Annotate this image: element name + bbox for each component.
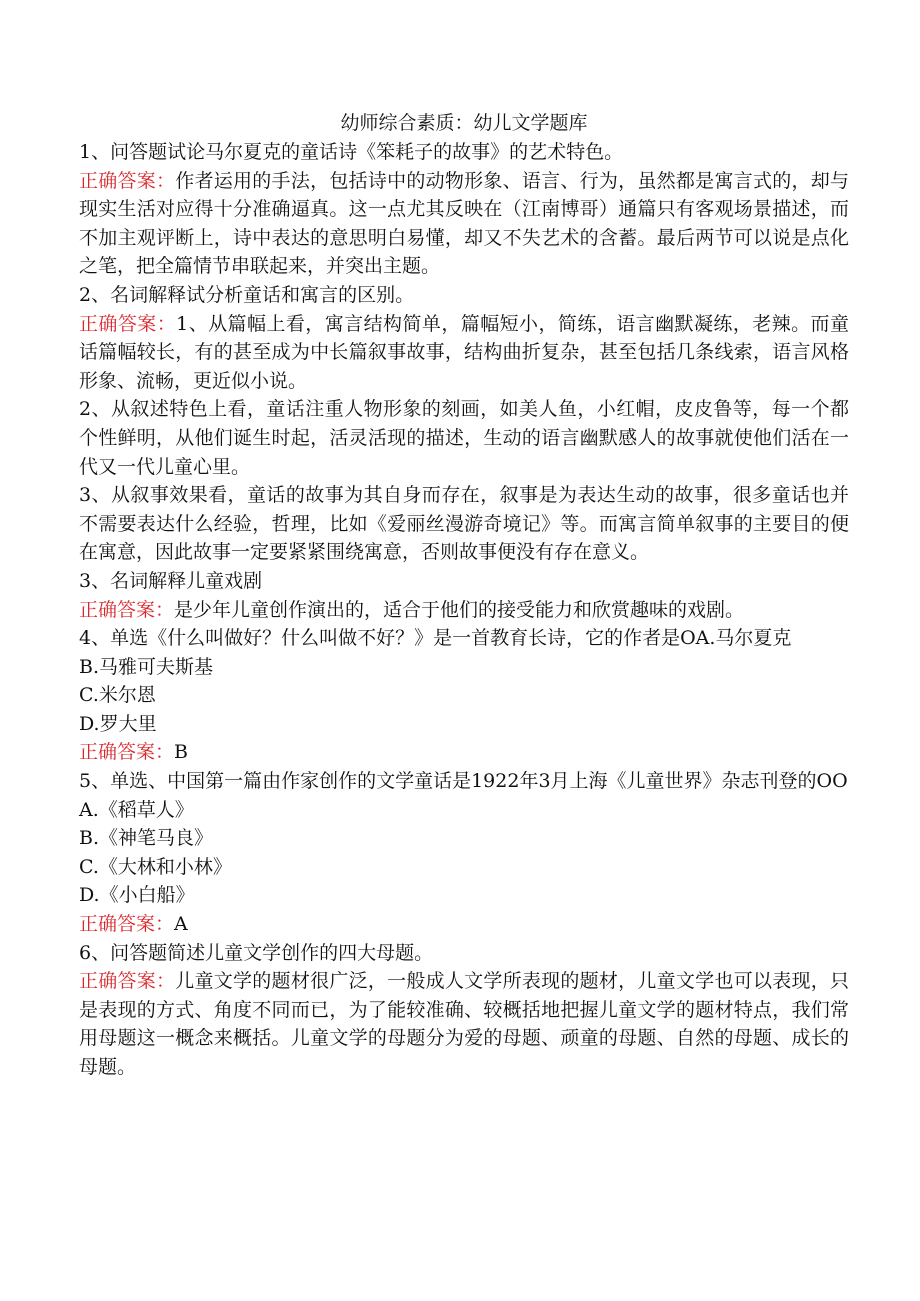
question-4-option-b: B.马雅可夫斯基 — [79, 655, 214, 678]
question-2: 2、名词解释试分析童话和寓言的区别。 — [79, 283, 415, 306]
answer-label: 正确答案： — [79, 598, 175, 621]
question-5-option-c: C.《大林和小林》 — [79, 855, 232, 878]
answer-label: 正确答案： — [79, 741, 175, 764]
answer-2-point-3: 3、从叙事效果看，童话的故事为其自身而存在，叙事是为表达生动的故事，很多童话也并不需要表达什么经验，哲理，比如《爱丽丝漫游奇境记》等。而寓言简单叙事的主要目的便在寓意，因此故事一定要紧紧围绕寓意，否则故事便没有存在意义。 — [79, 484, 849, 564]
question-3: 3、名词解释儿童戏剧 — [79, 569, 263, 592]
document-title: 幼师综合素质：幼儿文学题库 — [340, 112, 588, 134]
answer-3-text: 是少年儿童创作演出的，适合于他们的接受能力和欣赏趣味的戏剧。 — [174, 598, 745, 621]
question-5-option-b: B.《神笔马良》 — [79, 827, 214, 850]
question-5-option-d: D.《小白船》 — [79, 884, 195, 907]
answer-label: 正确答案： — [79, 913, 175, 936]
answer-5-text: A — [174, 913, 188, 936]
answer-5 — [79, 910, 849, 939]
question-5-option-a: A.《稻草人》 — [79, 798, 194, 821]
answer-2 — [79, 310, 849, 396]
answer-label: 正确答案： — [79, 970, 176, 993]
answer-1 — [79, 167, 849, 281]
question-4-option-c: C.米尔恩 — [79, 684, 156, 707]
question-5: 5、单选、中国第一篇由作家创作的文学童话是1922年3月上海《儿童世界》杂志刊登的OO — [79, 770, 848, 793]
answer-2-text: 1、从篇幅上看，寓言结构简单，篇幅短小，简练，语言幽默凝练，老辣。而童话篇幅较长，有的甚至成为中长篇叙事故事，结构曲折复杂，甚至包括几条线索，语言风格形象、流畅，更近似小说。 — [79, 312, 849, 392]
question-1: 1、问答题试论马尔夏克的童话诗《笨耗子的故事》的艺术特色。 — [79, 141, 624, 163]
document-page — [79, 108, 849, 1082]
question-4: 4、单选《什么叫做好？什么叫做不好？》是一首教育长诗，它的作者是OA.马尔夏克 — [79, 627, 792, 650]
answer-2-point-2: 2、从叙述特色上看，童话注重人物形象的刻画，如美人鱼，小红帽，皮皮鲁等，每一个都个性鲜明，从他们诞生时起，活灵活现的描述，生动的语言幽默感人的故事就使他们活在一代又一代儿童心里。 — [79, 398, 849, 478]
answer-label: 正确答案： — [79, 169, 176, 192]
answer-6 — [79, 967, 849, 1081]
answer-label: 正确答案： — [79, 312, 177, 335]
question-6: 6、问答题简述儿童文学创作的四大母题。 — [79, 941, 434, 964]
answer-4 — [79, 738, 849, 767]
answer-6-text: 儿童文学的题材很广泛，一般成人文学所表现的题材，儿童文学也可以表现，只是表现的方式、角度不同而已，为了能较准确、较概括地把握儿童文学的题材特点，我们常用母题这一概念来概括。儿童文学的母题分为爱的母题、顽童的母题、自然的母题、成长的母题。 — [79, 970, 849, 1078]
answer-1-text: 作者运用的手法，包括诗中的动物形象、语言、行为，虽然都是寓言式的，却与现实生活对应得十分准确逼真。这一点尤其反映在（江南博哥）通篇只有客观场景描述，而不加主观评断上，诗中表达的意思明白易懂，却又不失艺术的含蓄。最后两节可以说是点化之笔，把全篇情节串联起来，并突出主题。 — [79, 169, 849, 278]
answer-4-text: B — [174, 741, 188, 764]
answer-3 — [79, 596, 849, 625]
question-4-option-d: D.罗大里 — [79, 712, 157, 735]
